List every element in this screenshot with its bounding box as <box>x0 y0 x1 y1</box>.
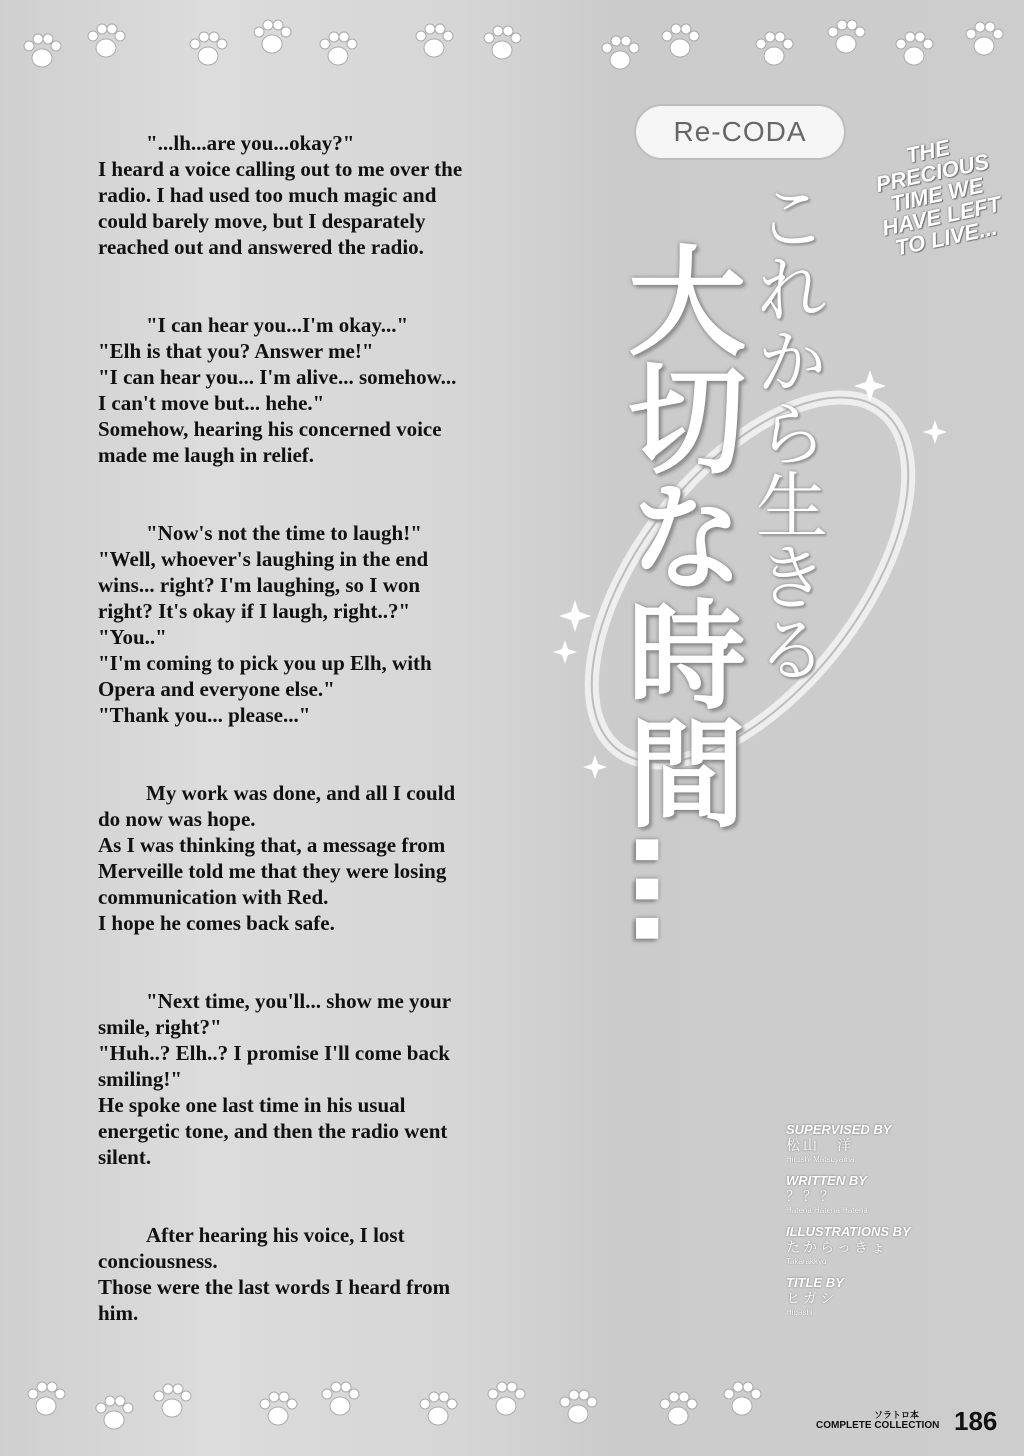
footer-brand: ソラトロ本 <box>874 1410 920 1420</box>
paw-print-icon <box>416 1390 460 1430</box>
credit-romaji: Takarakkyo <box>786 1257 827 1266</box>
paw-print-icon <box>316 30 360 70</box>
credit-role: SUPERVISED BY <box>786 1122 892 1137</box>
credit-role: ILLUSTRATIONS BY <box>786 1224 911 1239</box>
series-title-badge: Re-CODA <box>634 104 846 160</box>
story-paragraph-3: "Now's not the time to laugh!" "Well, whoever's laughing in the end wins... right? I'm laughing, so I won right? It's okay if I laugh, right..?" "You.." "I'm coming to pick you up Elh, with Opera and everyone else." "Thank you... please..." <box>98 521 432 727</box>
credit-name: ヒガシ <box>786 1291 837 1307</box>
paw-print-icon <box>20 32 64 72</box>
paw-print-icon <box>256 1390 300 1430</box>
story-paragraph-2: "I can hear you...I'm okay..." "Elh is that you? Answer me!" "I can hear you... I'm alive... somehow... I can't move but... hehe." Somehow, hearing his concerned voice made me laugh in relief. <box>98 313 457 467</box>
story-paragraph-1: "...lh...are you...okay?" I heard a voice calling out to me over the radio. I had used too much magic and could barely move, but I desparately reached out and answered the radio. <box>98 131 463 259</box>
footer-collection: COMPLETE COLLECTION <box>816 1420 940 1431</box>
credit-name: たからっきょ <box>786 1240 888 1256</box>
paw-print-icon <box>484 1380 528 1420</box>
credit-romaji: Higashi <box>786 1308 813 1317</box>
credit-name: 松山 洋 <box>786 1138 854 1154</box>
paw-print-icon <box>720 1380 764 1420</box>
paw-print-icon <box>250 18 294 58</box>
credits <box>786 1122 986 1326</box>
credit-title <box>786 1275 986 1318</box>
paw-print-icon <box>824 18 868 58</box>
paw-border-top <box>0 0 1024 60</box>
paw-print-icon <box>892 30 936 70</box>
paw-print-icon <box>658 22 702 62</box>
paw-print-icon <box>84 22 128 62</box>
credit-romaji: Hatena Hatena Hatena <box>786 1206 868 1215</box>
story-paragraph-4: My work was done, and all I could do now was hope. As I was thinking that, a message from Merveille told me that they were losing communication with Red. I hope he comes back safe. <box>98 781 456 935</box>
paw-print-icon <box>962 20 1006 60</box>
paw-print-icon <box>480 24 524 64</box>
paw-print-icon <box>598 34 642 74</box>
paw-print-icon <box>752 30 796 70</box>
credit-role: WRITTEN BY <box>786 1173 867 1188</box>
credit-supervised <box>786 1122 986 1165</box>
story-paragraph-6: After hearing his voice, I lost conciousness. Those were the last words I heard from him. <box>98 1223 451 1325</box>
story-text <box>98 104 468 1378</box>
paw-print-icon <box>318 1380 362 1420</box>
paw-print-icon <box>24 1380 68 1420</box>
english-title: THE PRECIOUS TIME WE HAVE LEFT TO LIVE... <box>873 134 1004 261</box>
page-footer <box>812 1408 1012 1438</box>
credit-role: TITLE BY <box>786 1275 844 1290</box>
credit-illustrations <box>786 1224 986 1267</box>
japanese-subtitle: これから生きる <box>744 180 828 684</box>
paw-print-icon <box>150 1382 194 1422</box>
credit-romaji: Hiroshi Matsuyama <box>786 1155 855 1164</box>
page-number: 186 <box>954 1406 998 1436</box>
credit-name: ？？？ <box>786 1189 837 1205</box>
story-paragraph-5: "Next time, you'll... show me your smile, right?" "Huh..? Elh..? I promise I'll come back smiling!" He spoke one last time in his usual energetic tone, and then the radio went silent. <box>98 989 451 1169</box>
paw-print-icon <box>92 1394 136 1434</box>
credit-written <box>786 1173 986 1216</box>
paw-print-icon <box>412 22 456 62</box>
paw-print-icon <box>656 1390 700 1430</box>
japanese-main-title: 大切な時間… <box>608 240 746 948</box>
paw-print-icon <box>556 1388 600 1428</box>
paw-print-icon <box>186 30 230 70</box>
